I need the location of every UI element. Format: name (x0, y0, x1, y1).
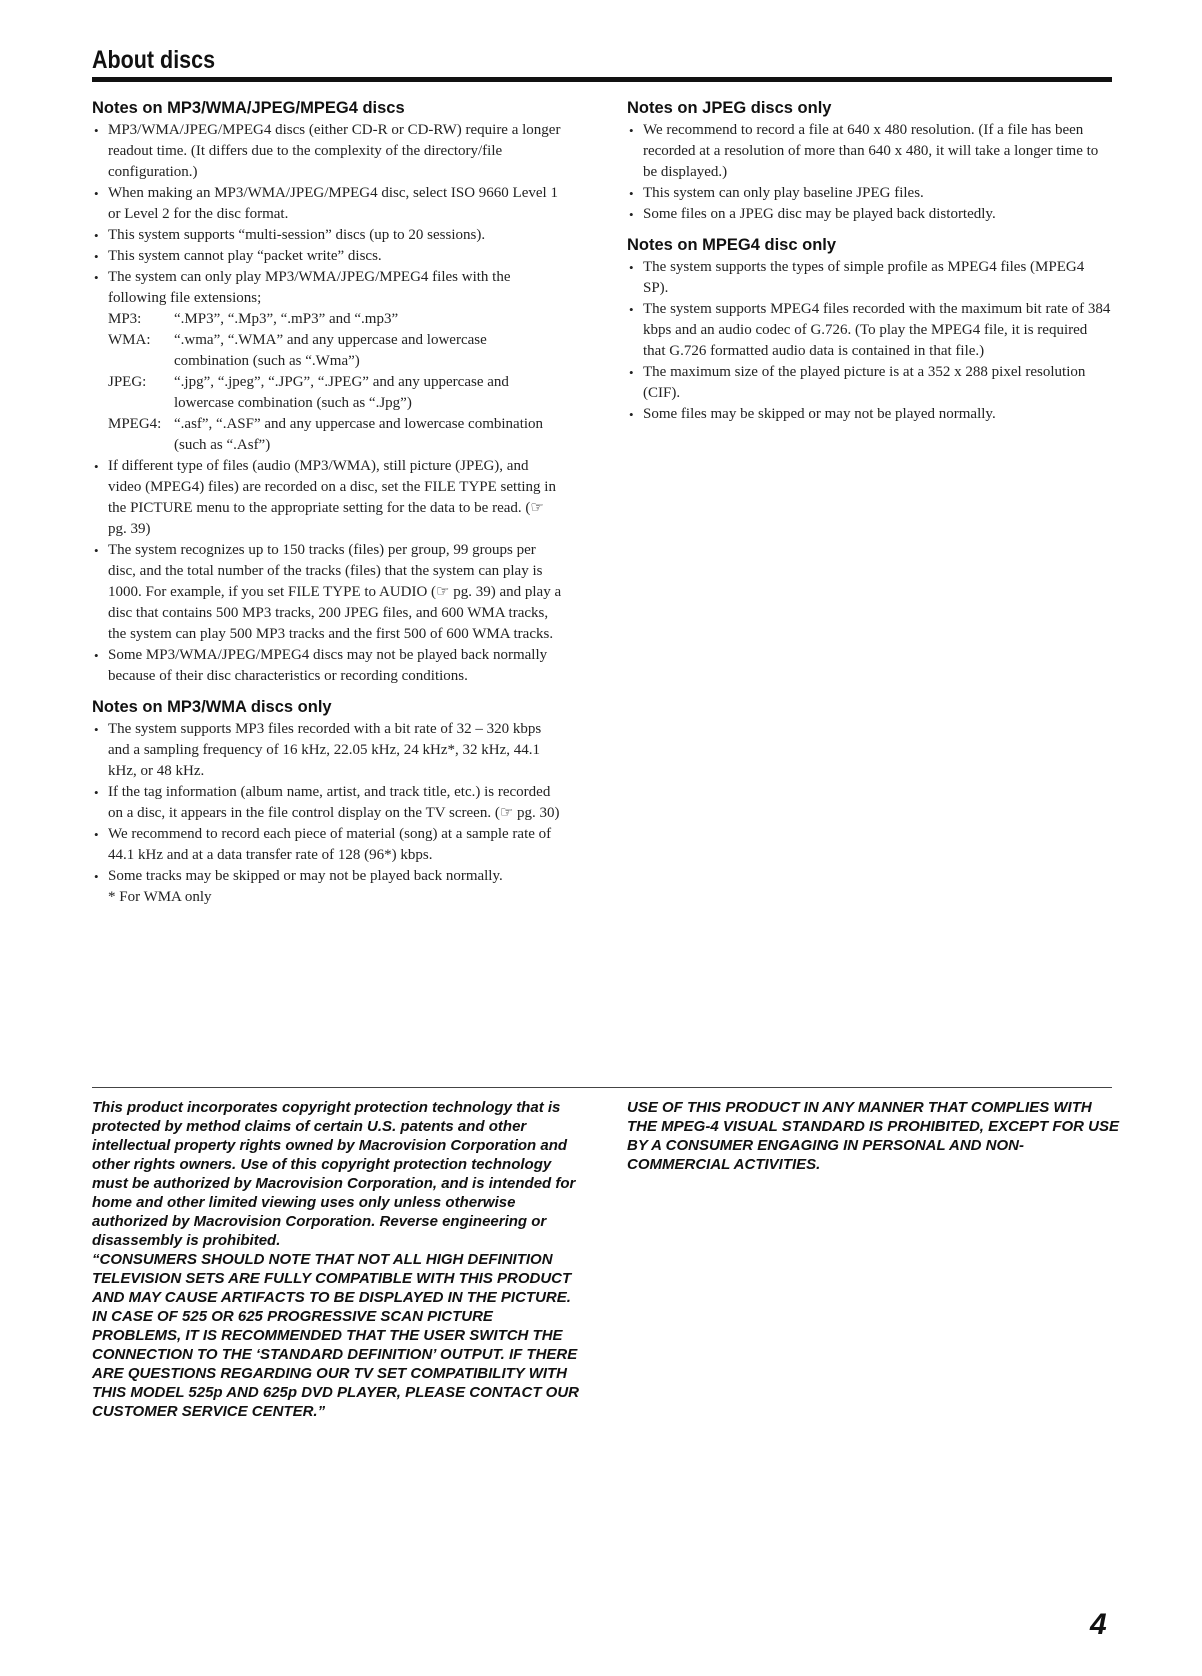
left-column (92, 98, 562, 918)
list-item: • We recommend to record each piece of material (song) at a sample rate of 44.1 kHz and at a data transfer rate of 128 (96*) kbps. (92, 824, 562, 866)
section-mp3-wma-only (92, 697, 562, 908)
list-item: • Some files may be skipped or may not be played normally. (627, 404, 1111, 425)
footnote: * For WMA only (108, 889, 212, 905)
list-item: • The system supports the types of simple profile as MPEG4 files (MPEG4 SP). (627, 257, 1111, 299)
section-heading: Notes on MP3/WMA/JPEG/MPEG4 discs (92, 99, 405, 117)
section-mp3-wma-jpeg-mpeg4 (92, 98, 562, 687)
section-heading: Notes on JPEG discs only (627, 99, 832, 117)
extension-label: MPEG4: (108, 416, 162, 432)
extension-row-mpeg4 (108, 414, 562, 456)
macrovision-notice: This product incorporates copyright protection technology that is protected by method claims of certain U.S. patents and other intellectual property rights owned by Macrovision Corporation and other rights owners. Use of this copyright protection technology must be authorized by Macrovision Corporation, and is intended for home and other limited viewing uses only unless otherwise authorized by Macrovision Corporation. Reverse engineering or disassembly is prohibited. (92, 1099, 576, 1249)
right-column (627, 98, 1111, 435)
mpeg4-visual-notice: USE OF THIS PRODUCT IN ANY MANNER THAT COMPLIES WITH THE MPEG-4 VISUAL STANDARD IS PROHIBITED, EXCEPT FOR USE BY A CONSUMER ENGAGING IN PERSONAL AND NON-COMMERCIAL ACTIVITIES. (627, 1099, 1119, 1173)
extension-value: “.asf”, “.ASF” and any uppercase and lowercase combination (such as “.Asf”) (174, 416, 544, 453)
list-item: • Some tracks may be skipped or may not be played back normally. (92, 866, 562, 887)
extension-value: “.MP3”, “.Mp3”, “.mP3” and “.mp3” (174, 311, 399, 327)
extension-label: JPEG: (108, 374, 147, 390)
section-heading: Notes on MP3/WMA discs only (92, 698, 332, 716)
list-item: • The system supports MPEG4 files recorded with the maximum bit rate of 384 kbps and an audio codec of G.726. (To play the MPEG4 file, it is required that G.726 formatted audio data is contained in that file.) (627, 299, 1111, 362)
list-item: • This system can only play baseline JPEG files. (627, 183, 1111, 204)
section-divider (92, 1087, 1112, 1088)
list-item: • The maximum size of the played picture is at a 352 x 288 pixel resolution (CIF). (627, 362, 1111, 404)
list-item: • MP3/WMA/JPEG/MPEG4 discs (either CD-R or CD-RW) require a longer readout time. (It differs due to the complexity of the directory/file configuration.) (92, 120, 562, 183)
extension-row-wma (108, 330, 562, 372)
list-item (92, 267, 562, 456)
list-item: • The system recognizes up to 150 tracks (files) per group, 99 groups per disc, and the total number of the tracks (files) that the system can play is 1000. For example, if you set FILE TYPE to AUDIO (☞ pg. 39) and play a disc that contains 500 MP3 tracks, 200 JPEG files, and 600 WMA tracks, the system can play 500 MP3 tracks and the first 500 of 600 WMA tracks. (92, 540, 562, 645)
page-number: 4 (1090, 1608, 1107, 1641)
page-title: About discs (92, 46, 216, 74)
title-rule (92, 77, 1112, 82)
list-item: • This system cannot play “packet write” discs. (92, 246, 562, 267)
notes-list (92, 120, 562, 687)
notes-list (92, 719, 562, 887)
extension-value: “.wma”, “.WMA” and any uppercase and lowercase combination (such as “.Wma”) (174, 332, 487, 369)
list-item: • Some MP3/WMA/JPEG/MPEG4 discs may not be played back normally because of their disc characteristics or recording conditions. (92, 645, 562, 687)
extension-label: MP3: (108, 311, 142, 327)
list-item: • Some files on a JPEG disc may be played back distortedly. (627, 204, 1111, 225)
extension-row-jpeg (108, 372, 562, 414)
notes-list (627, 120, 1111, 225)
notes-list (627, 257, 1111, 425)
extension-value: “.jpg”, “.jpeg”, “.JPG”, “.JPEG” and any uppercase and lowercase combination (such as “.Jpg”) (174, 374, 509, 411)
hdtv-compatibility-notice: “CONSUMERS SHOULD NOTE THAT NOT ALL HIGH DEFINITION TELEVISION SETS ARE FULLY COMPATIBLE WITH THIS PRODUCT AND MAY CAUSE ARTIFACTS TO BE DISPLAYED IN THE PICTURE. IN CASE OF 525 OR 625 PROGRESSIVE SCAN PICTURE PROBLEMS, IT IS RECOMMENDED THAT THE USER SWITCH THE CONNECTION TO THE ‘STANDARD DEFINITION’ OUTPUT. IF THERE ARE QUESTIONS REGARDING OUR TV SET COMPATIBILITY WITH THIS MODEL 525p AND 625p DVD PLAYER, PLEASE CONTACT OUR CUSTOMER SERVICE CENTER.” (92, 1251, 580, 1420)
section-mpeg4-only (627, 235, 1111, 425)
list-item: • If the tag information (album name, artist, and track title, etc.) is recorded on a disc, it appears in the file control display on the TV screen. (☞ pg. 30) (92, 782, 562, 824)
section-heading: Notes on MPEG4 disc only (627, 236, 837, 254)
copyright-notice (92, 1098, 584, 1421)
extension-row-mp3 (108, 309, 562, 330)
list-item: • When making an MP3/WMA/JPEG/MPEG4 disc, select ISO 9660 Level 1 or Level 2 for the disc format. (92, 183, 562, 225)
list-item-text: The system can only play MP3/WMA/JPEG/MPEG4 files with the following file extensions; (108, 269, 511, 306)
section-jpeg-only (627, 98, 1111, 225)
list-item: • We recommend to record a file at 640 x 480 resolution. (If a file has been recorded at a resolution of more than 640 x 480, it will take a longer time to be displayed.) (627, 120, 1111, 183)
mpeg4-license-notice (627, 1098, 1119, 1174)
extension-label: WMA: (108, 332, 151, 348)
list-item: • This system supports “multi-session” discs (up to 20 sessions). (92, 225, 562, 246)
list-item: • If different type of files (audio (MP3/WMA), still picture (JPEG), and video (MPEG4) files) are recorded on a disc, set the FILE TYPE setting in the PICTURE menu to the appropriate setting for the data to be read. (☞ pg. 39) (92, 456, 562, 540)
list-item: • The system supports MP3 files recorded with a bit rate of 32 – 320 kbps and a sampling frequency of 16 kHz, 22.05 kHz, 24 kHz*, 32 kHz, 44.1 kHz, or 48 kHz. (92, 719, 562, 782)
